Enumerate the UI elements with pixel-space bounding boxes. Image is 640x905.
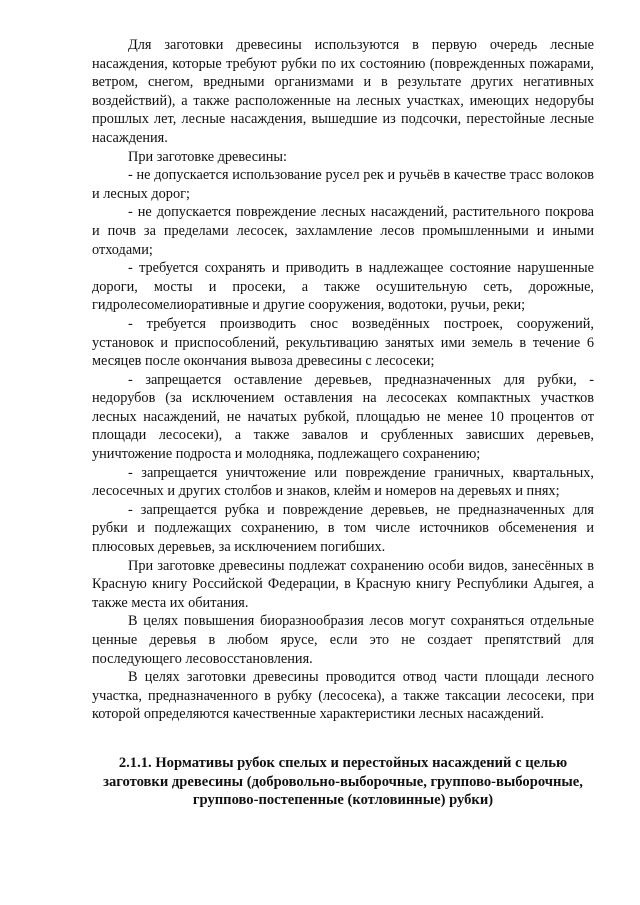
paragraph-rule-demolition: - требуется производить снос возведённых построек, сооружений, установок и приспособлений, рекультивацию занятых ими земель в течение 6 месяцев после окончания вывоза древесины с лесосеки; bbox=[92, 315, 594, 370]
paragraph-logging-rules-intro: При заготовке древесины: bbox=[128, 148, 287, 165]
paragraph-rule-protected-trees: - запрещается рубка и повреждение деревьев, не предназначенных для рубки и подлежащих сохранению, в том числе источников обсеменения и плюсовых деревьев, за исключением погибших. bbox=[92, 501, 594, 556]
paragraph-rule-damage: - не допускается повреждение лесных насаждений, растительного покрова и почв за пределами лесосек, захламление лесов промышленными и иными отходами; bbox=[92, 204, 594, 258]
paragraph-biodiversity: В целях повышения биоразнообразия лесов могут сохраняться отдельные ценные деревья в любом ярусе, если это не создает препятствий для последующего лесовосстановления. bbox=[92, 613, 594, 667]
paragraph-rule-posts-signs: - запрещается уничтожение или повреждение граничных, квартальных, лесосечных и других столбов и знаков, клейм и номеров на деревьях и пнях; bbox=[92, 464, 594, 500]
paragraph-rule-riverbeds: - не допускается использование русел рек и ручьёв в качестве трасс волоков и лесных дорог; bbox=[92, 167, 594, 202]
paragraph-priority-stands: Для заготовки древесины используются в первую очередь лесные насаждения, которые требуют рубки по их состоянию (поврежденных пожарами, ветром, снегом, вредными организмами и в результате других негативных воздействий), а также расположенные на лесных участках, имеющих недорубы прошлых лет, лесные насаждения, вышедшие из подсочки, перестойные лесные насаждения. bbox=[92, 37, 594, 146]
paragraph-rule-roads: - требуется сохранять и приводить в надлежащее состояние нарушенные дороги, мосты и просеки, а также осушительную сеть, дорожные, гидролесомелиоративные и другие сооружения, водотоки, ручьи, реки; bbox=[92, 260, 594, 314]
paragraph-red-book: При заготовке древесины подлежат сохранению особи видов, занесённых в Красную книгу Российской Федерации, в Красную книгу Республики Адыгея, а также места их обитания. bbox=[92, 557, 594, 611]
document-page bbox=[92, 36, 594, 810]
section-heading: 2.1.1. Нормативы рубок спелых и перестойных насаждений с целью заготовки древесины (добровольно-выборочные, группово-выборочные, группово-постепенные (котловинные) рубки) bbox=[103, 754, 583, 809]
paragraph-rule-leftover-trees: - запрещается оставление деревьев, предназначенных для рубки, - недорубов (за исключением оставления на лесосеках компактных участков лесных насаждений, не начатых рубкой, площадью не менее 10 процентов от площади лесосеки), а также завалов и срубленных зависших деревьев, уничтожение подроста и молодняка, подлежащего сохранению; bbox=[92, 371, 594, 463]
paragraph-allotment: В целях заготовки древесины проводится отвод части площади лесного участка, предназначенного в рубку (лесосека), а также таксации лесосеки, при которой определяются качественные характеристики лесных насаждений. bbox=[92, 669, 594, 723]
